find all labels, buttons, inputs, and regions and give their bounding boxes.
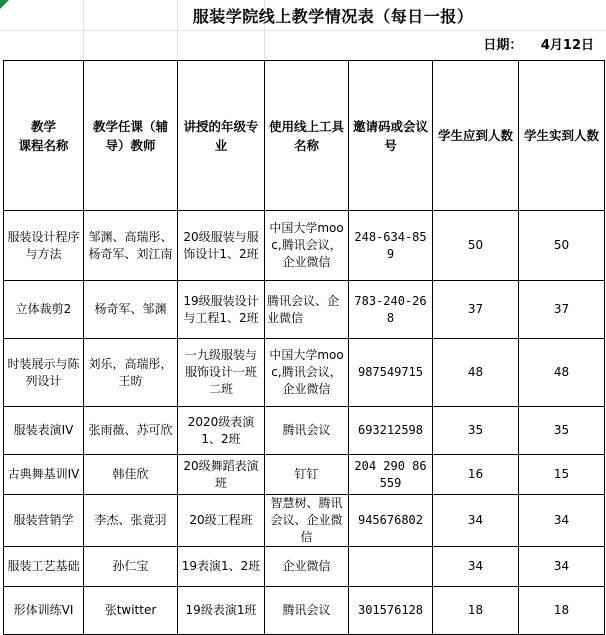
teacher-cell[interactable]: 杨奇军、邹渊 [84, 281, 178, 339]
invite-code-cell[interactable]: 248-634-859 [349, 211, 433, 281]
tool-cell[interactable]: 智慧树、腾讯会议、企业微信 [265, 495, 349, 547]
actual-count-cell[interactable]: 48 [519, 339, 605, 407]
header-actual[interactable]: 学生实到人数 [519, 61, 605, 211]
header-course[interactable]: 教学 课程名称 [4, 61, 84, 211]
teacher-cell[interactable]: 孙仁宝 [84, 547, 178, 587]
tool-cell[interactable]: 中国大学mooc,腾讯会议，企业微信 [265, 339, 349, 407]
course-cell[interactable]: 古典舞基训IV [4, 455, 84, 495]
date-label: 日期： [483, 38, 523, 53]
gridline [0, 30, 606, 31]
invite-code-cell[interactable]: 204 290 86559 [349, 455, 433, 495]
grade-cell[interactable]: 19级表演1班 [178, 587, 265, 635]
grade-cell[interactable]: 19表演1、2班 [178, 547, 265, 587]
teacher-cell[interactable]: 张twitter [84, 587, 178, 635]
teacher-cell[interactable]: 张雨薇、苏可欣 [84, 407, 178, 455]
actual-count-cell[interactable]: 35 [519, 407, 605, 455]
invite-code-cell[interactable] [349, 547, 433, 587]
actual-count-cell[interactable]: 50 [519, 211, 605, 281]
teaching-report-table [3, 60, 605, 635]
expected-count-cell[interactable]: 35 [433, 407, 519, 455]
actual-count-cell[interactable]: 18 [519, 587, 605, 635]
expected-count-cell[interactable]: 48 [433, 339, 519, 407]
teacher-cell[interactable]: 刘乐，高瑞彤，王昉 [84, 339, 178, 407]
expected-count-cell[interactable]: 50 [433, 211, 519, 281]
header-expected[interactable]: 学生应到人数 [433, 61, 519, 211]
report-title [0, 4, 606, 27]
actual-count-cell[interactable]: 15 [519, 455, 605, 495]
expected-count-cell[interactable]: 37 [433, 281, 519, 339]
course-cell[interactable]: 形体训练VI [4, 587, 84, 635]
table-row [4, 339, 605, 407]
tool-cell[interactable]: 腾讯会议 [265, 407, 349, 455]
tool-cell[interactable]: 腾讯会议 [265, 587, 349, 635]
grade-cell[interactable]: 2020级表演1、2班 [178, 407, 265, 455]
tool-cell[interactable]: 钉钉 [265, 455, 349, 495]
table-row [4, 211, 605, 281]
invite-code-cell[interactable]: 301576128 [349, 587, 433, 635]
actual-count-cell[interactable]: 37 [519, 281, 605, 339]
table-row [4, 407, 605, 455]
teacher-cell[interactable]: 李杰、张竟羽 [84, 495, 178, 547]
invite-code-cell[interactable]: 945676802 [349, 495, 433, 547]
header-invite-code[interactable]: 邀请码或会议号 [349, 61, 433, 211]
grade-cell[interactable]: 一九级服装与服饰设计一班二班 [178, 339, 265, 407]
course-cell[interactable]: 服装设计程序与方法 [4, 211, 84, 281]
date-row [483, 34, 594, 53]
expected-count-cell[interactable]: 34 [433, 495, 519, 547]
tool-cell[interactable]: 中国大学mooc,腾讯会议，企业微信 [265, 211, 349, 281]
course-cell[interactable]: 服装表演IV [4, 407, 84, 455]
table-row [4, 547, 605, 587]
course-cell[interactable]: 立体裁剪2 [4, 281, 84, 339]
teacher-cell[interactable]: 韩佳欣 [84, 455, 178, 495]
header-teacher[interactable]: 教学任课（辅导）教师 [84, 61, 178, 211]
course-cell[interactable]: 服装工艺基础 [4, 547, 84, 587]
teacher-cell[interactable]: 邹渊、高瑞彤、杨奇军、刘江南 [84, 211, 178, 281]
grade-cell[interactable]: 20级舞蹈表演班 [178, 455, 265, 495]
tool-cell[interactable]: 腾讯会议、企业微信 [265, 281, 349, 339]
course-cell[interactable]: 服装营销学 [4, 495, 84, 547]
course-cell[interactable]: 时装展示与陈列设计 [4, 339, 84, 407]
report-title-text: 服装学院线上教学情况表（每日一报） [192, 7, 474, 26]
invite-code-cell[interactable]: 987549715 [349, 339, 433, 407]
invite-code-cell[interactable]: 783-240-268 [349, 281, 433, 339]
grade-cell[interactable]: 20级工程班 [178, 495, 265, 547]
table-row [4, 281, 605, 339]
header-tool[interactable]: 使用线上工具名称 [265, 61, 349, 211]
actual-count-cell[interactable]: 34 [519, 495, 605, 547]
date-value: 4月12日 [540, 38, 594, 53]
grade-cell[interactable]: 19级服装设计与工程1、2班 [178, 281, 265, 339]
header-grade[interactable]: 讲授的年级专业 [178, 61, 265, 211]
header-row [4, 61, 605, 211]
table-row [4, 495, 605, 547]
table-row [4, 587, 605, 635]
expected-count-cell[interactable]: 18 [433, 587, 519, 635]
invite-code-cell[interactable]: 693212598 [349, 407, 433, 455]
expected-count-cell[interactable]: 34 [433, 547, 519, 587]
tool-cell[interactable]: 企业微信 [265, 547, 349, 587]
actual-count-cell[interactable]: 34 [519, 547, 605, 587]
table-row [4, 455, 605, 495]
grade-cell[interactable]: 20级服装与服饰设计1、2班 [178, 211, 265, 281]
expected-count-cell[interactable]: 16 [433, 455, 519, 495]
